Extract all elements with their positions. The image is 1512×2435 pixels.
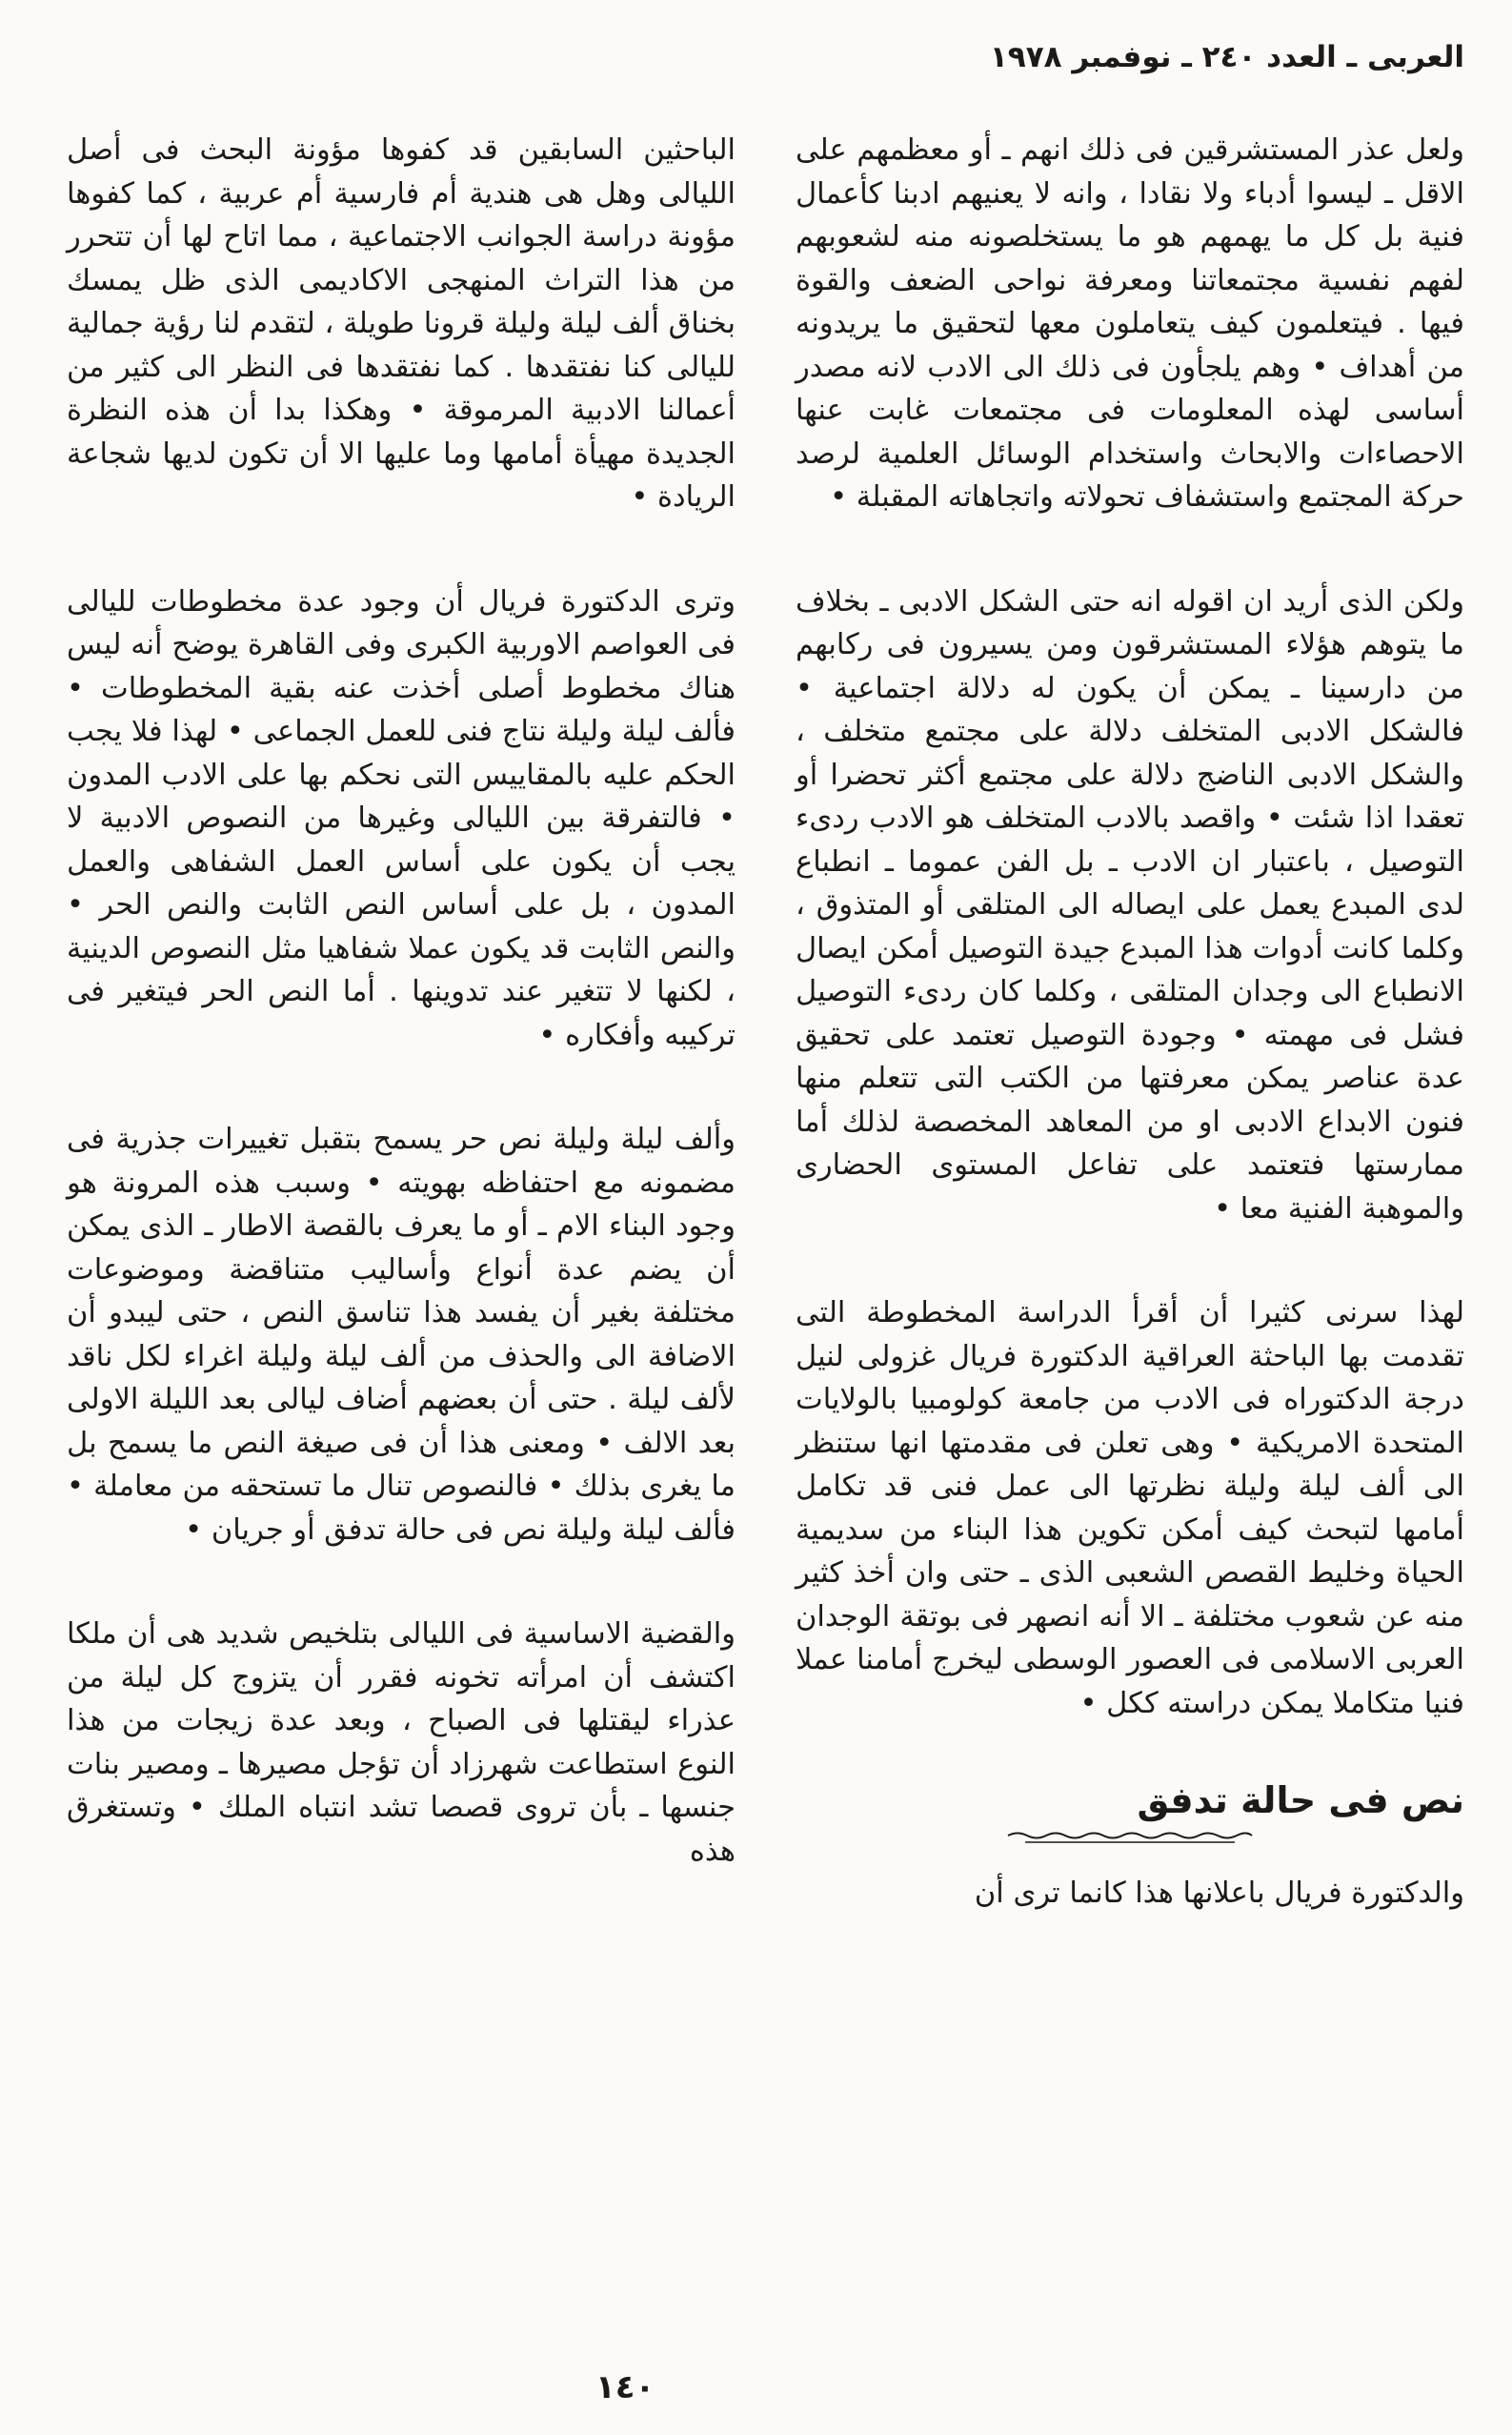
left-column [67,129,736,1873]
paragraph: ولكن الذى أريد ان اقوله انه حتى الشكل الادبى ـ بخلاف ما يتوهم هؤلاء المستشرقون ومن يسيرون فى ركابهم من دارسينا ـ يمكن أن يكون له دلالة اجتماعية • فالشكل الادبى المتخلف دلالة على مجتمع متخلف ، والشكل الادبى الناضج دلالة على مجتمع أكثر تحضرا أو تعقدا اذا شئت • واقصد بالادب المتخلف هو الادب ردىء التوصيل ، باعتبار ان الادب ـ بل الفن عموما ـ انطباع لدى المبدع يعمل على ايصاله الى المتلقى أو المتذوق ، وكلما كانت أدوات هذا المبدع جيدة التوصيل أمكن ايصال الانطباع الى وجدان المتلقى ، وكلما كان ردىء التوصيل فشل فى مهمته • وجودة التوصيل تعتمد على تحقيق عدة عناصر يمكن معرفتها من الكتب التى تتعلم منها فنون الابداع الادبى او من المعاهد المخصصة لذلك أما ممارستها فتعتمد على تفاعل المستوى الحضارى والموهبة الفنية معا • [796,584,1464,1226]
paragraph: ولعل عذر المستشرقين فى ذلك انهم ـ أو معظمهم على الاقل ـ ليسوا أدباء ولا نقادا ، وانه لا يعنيهم ادبنا كأعمال فنية بل كل ما يهمهم هو ما يستخلصونه منه لشعوبهم لفهم نفسية مجتمعاتنا ومعرفة نواحى الضعف والقوة فيها . فيتعلمون كيف يتعاملون معها لتحقيق ما يريدونه من أهداف • وهم يلجأون فى ذلك الى الادب لانه مصدر أساسى لهذه المعلومات فى مجتمعات غابت عنها الاحصاءات والابحاث واستخدام الوسائل العلمية لرصد حركة المجتمع واستشفاف تحولاته واتجاهاته المقبلة • [796,133,1464,514]
paragraph: لهذا سرنى كثيرا أن أقرأ الدراسة المخطوطة التى تقدمت بها الباحثة العراقية الدكتورة فريال غزولى لنيل درجة الدكتوراه فى الادب من جامعة كولومبيا بالولايات المتحدة الامريكية • وهى تعلن فى مقدمتها انها ستنظر الى ألف ليلة وليلة نظرتها الى عمل فنى قد تكامل أمامها لتبحث كيف أمكن تكوين هذا البناء من سديمية الحياة وخليط القصص الشعبى الذى ـ حتى وان أخذ كثير منه عن شعوب مختلفة ـ الا أنه انصهر فى بوتقة الوجدان العربى الاسلامى فى العصور الوسطى ليخرج أمامنا عملا فنيا متكاملا يمكن دراسته ككل • [796,1296,1464,1720]
right-column [796,129,1464,1916]
section-heading: نص فى حالة تدفق [1137,1779,1464,1821]
running-header: العربى ـ العدد ٢٤٠ ـ نوفمبر ١٩٧٨ [989,40,1464,74]
paragraph: والقضية الاساسية فى الليالى بتلخيص شديد هى أن ملكا اكتشف أن امرأته تخونه فقرر أن يتزوج كل ليلة من عذراء ليقتلها فى الصباح ، وبعد عدة زيجات من هذا النوع استطاعت شهرزاد أن تؤجل مصيرها ـ ومصير بنات جنسها ـ بأن تروى قصصا تشد انتباه الملك • وتستغرق هذه [67,1617,736,1868]
paragraph: وترى الدكتورة فريال أن وجود عدة مخطوطات لليالى فى العواصم الاوربية الكبرى وفى القاهرة يوضح أنه ليس هناك مخطوط أصلى أخذت عنه بقية المخطوطات • فألف ليلة وليلة نتاج فنى للعمل الجماعى • لهذا فلا يجب الحكم عليه بالمقاييس التى نحكم بها على الادب المدون • فالتفرقة بين الليالى وغيرها من النصوص الادبية لا يجب أن يكون على أساس العمل الشفاهى والعمل المدون ، بل على أساس النص الثابت والنص الحر • والنص الثابت قد يكون عملا شفاهيا مثل النصوص الدينية ، لكنها لا تتغير عند تدوينها . أما النص الحر فيتغير فى تركيبه وأفكاره • [67,584,736,1052]
decorative-wavy-rule [1006,1830,1254,1847]
paragraph: وألف ليلة وليلة نص حر يسمح بتقبل تغييرات جذرية فى مضمونه مع احتفاظه بهويته • وسبب هذه المرونة هو وجود البناء الام ـ أو ما يعرف بالقصة الاطار ـ الذى يمكن أن يضم عدة أنواع وأساليب متناقضة وموضوعات مختلفة بغير أن يفسد هذا تناسق النص ، حتى ليبدو أن الاضافة الى والحذف من ألف ليلة وليلة اغراء لكل ناقد لألف ليلة . حتى أن بعضهم أضاف ليالى بعد الليلة الاولى بعد الالف • ومعنى هذا أن فى صيغة النص ما يسمح بل ما يغرى بذلك • فالنصوص تنال ما تستحقه من معاملة • فألف ليلة وليلة نص فى حالة تدفق أو جريان • [67,1123,736,1547]
paragraph: الباحثين السابقين قد كفوها مؤونة البحث فى أصل الليالى وهل هى هندية أم فارسية أم عربية ، كما كفوها مؤونة دراسة الجوانب الاجتماعية ، مما اتاح لها أن تتحرر من هذا التراث المنهجى الاكاديمى الذى ظل يمسك بخناق ألف ليلة وليلة قرونا طويلة ، لتقدم لنا رؤية جمالية لليالى كنا نفتقدها . كما نفتقدها فى النظر الى كثير من أعمالنا الادبية المرموقة • وهكذا بدا أن هذه النظرة الجديدة مهيأة أمامها وما عليها الا أن تكون لديها شجاعة الريادة • [67,133,736,514]
page-number: ١٤٠ [595,2368,655,2406]
paragraph: والدكتورة فريال باعلانها هذا كانما ترى أن [974,1877,1464,1910]
